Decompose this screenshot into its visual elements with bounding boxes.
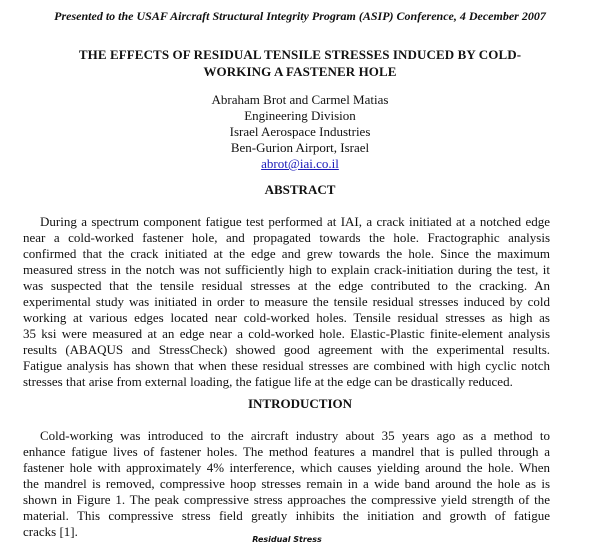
introduction-line: cracks [1]. <box>23 524 78 539</box>
abstract-line: During a spectrum component fatigue test performed at IAI, a crack initiated at a notched edge <box>40 214 550 229</box>
author-division: Engineering Division <box>244 108 356 123</box>
abstract-line: experimental study was initiated in order to measure the tensile residual stresses induced by cold <box>23 294 550 309</box>
abstract-heading: ABSTRACT <box>264 182 336 197</box>
author-names: Abraham Brot and Carmel Matias <box>211 92 389 107</box>
introduction-paragraph <box>23 428 550 540</box>
abstract-line: results (ABAQUS and StressCheck) showed good agreement with the experimental results. <box>23 342 550 357</box>
abstract-line: near a cold-worked fastener hole, and propagated towards the hole. Fractographic analysis <box>23 230 550 245</box>
author-location: Ben-Gurion Airport, Israel <box>230 140 370 155</box>
abstract-line: working at various edges located near cold-worked holes. Tensile residual stresses as high as <box>23 310 550 325</box>
abstract-line: Fatigue analysis has shown that when these residual stresses are combined with high cyclic notch <box>23 358 550 373</box>
introduction-line: enhance fatigue lives of fastener holes. The method features a mandrel that is pulled through a <box>23 444 550 459</box>
author-block <box>0 92 600 172</box>
introduction-line: fastener hole with approximately 4% interference, which causes yielding around the hole. When <box>23 460 550 475</box>
introduction-line: shown in Figure 1. The peak compressive stress approaches the compressive yield strength of the <box>23 492 550 507</box>
abstract-line: stresses that arise from external loading, the fatigue life at the edge can be drastically reduced. <box>23 374 513 389</box>
introduction-line: Cold-working was introduced to the aircraft industry about 35 years ago as a method to <box>40 428 550 443</box>
abstract-line: 35 ksi were measured at an edge near a cold-worked hole. Elastic-Plastic finite-element analysis <box>23 326 550 341</box>
figure-caption-fragment: Residual Stress <box>252 535 322 544</box>
introduction-heading: INTRODUCTION <box>247 396 352 411</box>
abstract-paragraph <box>23 214 550 390</box>
introduction-line: the mandrel is removed, compressive hoop stresses remain in a wide band around the hole as is <box>23 476 550 491</box>
paper-title-line: THE EFFECTS OF RESIDUAL TENSILE STRESSES INDUCED BY COLD- <box>78 47 522 62</box>
abstract-line: confirmed that the crack initiated at the edge and grew towards the hole. Since the maximum <box>23 246 550 261</box>
abstract-line: measured stress in the notch was not sufficiently high to explain crack-initiation during the test, it <box>23 262 550 277</box>
conference-note: Presented to the USAF Aircraft Structural Integrity Program (ASIP) Conference, 4 December 2007 <box>54 9 546 23</box>
paper-title-line: WORKING A FASTENER HOLE <box>203 64 397 79</box>
paper-title <box>30 46 570 80</box>
abstract-line: was suspected that the tensile residual stresses at the edge contributed to the cracking. An <box>23 278 550 293</box>
author-email-link[interactable]: abrot@iai.co.il <box>261 156 339 171</box>
introduction-line: material. This compressive stress field greatly inhibits the initiation and growth of fatigue <box>23 508 550 523</box>
author-organization: Israel Aerospace Industries <box>229 124 371 139</box>
